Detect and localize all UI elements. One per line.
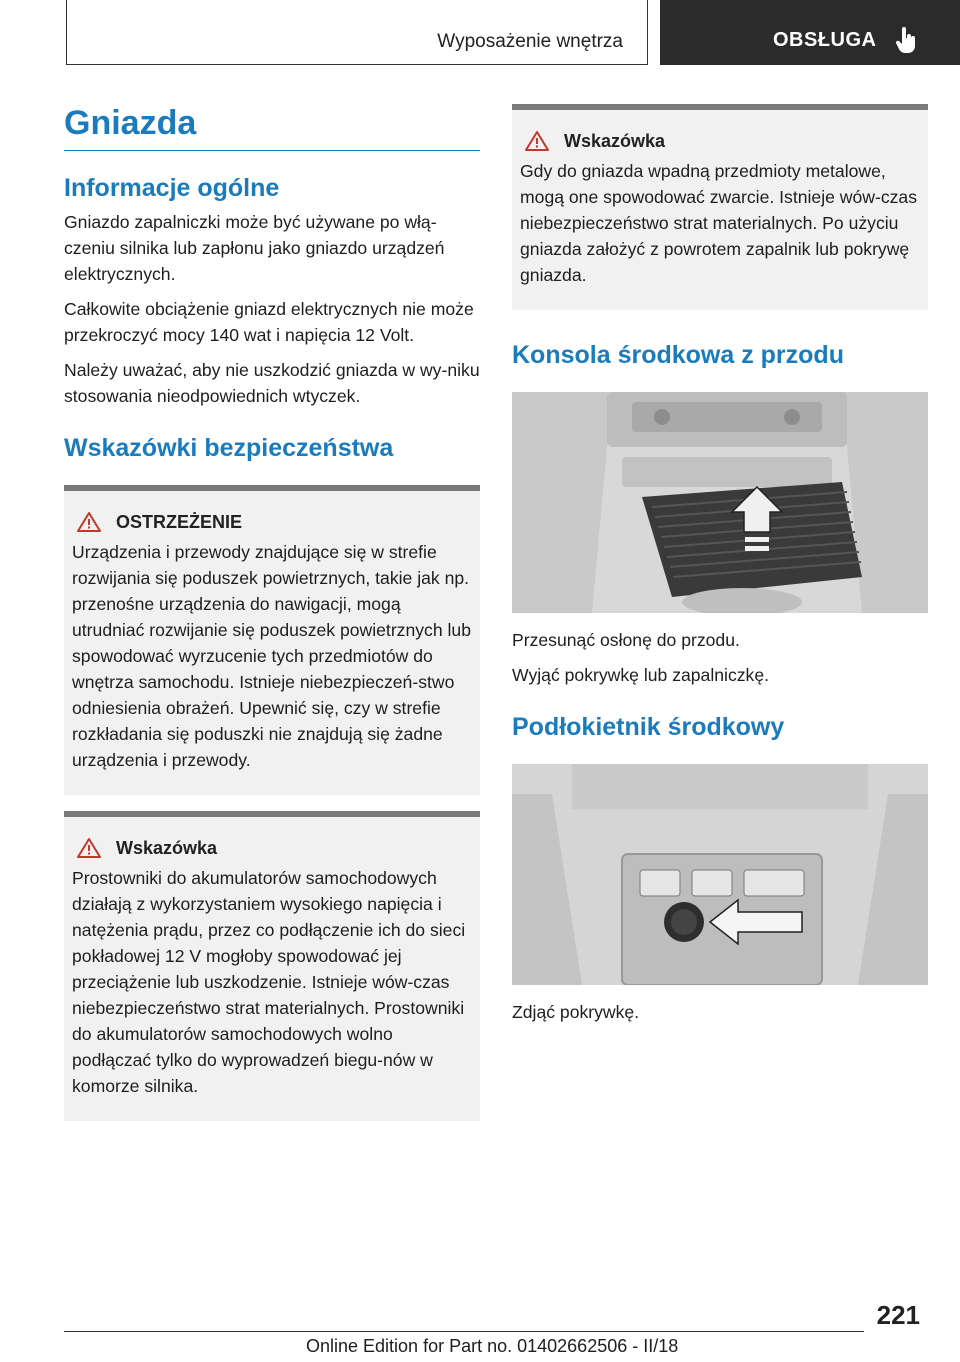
footer-divider: [64, 1331, 864, 1332]
hand-pointer-icon: [895, 27, 917, 53]
header-section-box: [66, 0, 648, 65]
front-console-step-1: Przesunąć osłonę do przodu.: [512, 630, 740, 650]
right-column: [512, 104, 928, 1034]
page-title: Gniazda: [64, 100, 480, 151]
note-box-right: [512, 104, 928, 310]
header-chapter-label: OBSŁUGA: [773, 29, 877, 51]
note-title-left: Wskazówka: [116, 837, 218, 858]
note-text-right: Gdy do gniazda wpadną przedmioty metalowe, mogą one spowodować zwarcie. Istnieje wów‐czas niebezpieczeństwo strat materialnych. Po użyciu gniazda założyć z powrotem zapalnik lub pokrywę gniazda.: [520, 161, 918, 285]
front-console-illustration: [512, 392, 928, 613]
armrest-step-1: Zdjąć pokrywkę.: [512, 1002, 640, 1022]
warning-triangle-icon: [524, 130, 550, 152]
header-section-title: Wyposażenie wnętrza: [437, 31, 623, 52]
warning-triangle-icon: [76, 837, 102, 859]
warning-triangle-icon: [76, 511, 102, 533]
note-title-right: Wskazówka: [564, 130, 666, 151]
armrest-heading: Podłokietnik środkowy: [512, 713, 785, 741]
general-info-paragraph-1: Gniazdo zapalniczki może być używane po włą‐czeniu silnika lub zapłonu jako gniazdo urządzeń elektrycznych.: [64, 212, 445, 284]
armrest-illustration: [512, 764, 928, 985]
general-info-heading: Informacje ogólne: [64, 174, 280, 202]
general-info-paragraph-2: Całkowite obciążenie gniazd elektrycznych nie może przekroczyć mocy 140 wat i napięcia 12 Volt.: [64, 299, 474, 345]
safety-heading: Wskazówki bezpieczeństwa: [64, 434, 394, 462]
front-console-heading: Konsola środkowa z przodu: [512, 341, 844, 369]
left-column: [64, 100, 480, 1137]
warning-box: [64, 485, 480, 795]
note-box-left: [64, 811, 480, 1121]
warning-text: Urządzenia i przewody znajdujące się w strefie rozwijania się poduszek powietrznych, takie jak np. przenośne urządzenia do nawigacji, mogą utrudniać rozwijanie się poduszek powietrznych lub spowodować wyrzucenie tych przedmiotów do wnętrza samochodu. Istnieje niebezpieczeń‐stwo odniesienia obrażeń. Upewnić się, czy w strefie rozkładania się poduszki nie znajdują się żadne urządzenia i przewody.: [72, 542, 472, 770]
front-console-step-2: Wyjąć pokrywkę lub zapalniczkę.: [512, 665, 770, 685]
general-info-paragraph-3: Należy uważać, aby nie uszkodzić gniazda w wy‐niku stosowania nieodpowiednich wtyczek.: [64, 360, 480, 406]
warning-title: OSTRZEŻENIE: [116, 511, 243, 532]
note-text-left: Prostowniki do akumulatorów samochodowych działają z wykorzystaniem wysokiego napięcia i natężenia prądu, przez co podłączenie ich do sieci pokładowej 12 V mogłoby spowodować jej przeciążenie lub uszkodzenie. Istnieje wów‐czas niebezpieczeństwo strat materialnych. Prostowniki do akumulatorów samochodowych wolno podłączać tylko do wyprowadzeń biegu‐nów w komorze silnika.: [72, 868, 466, 1096]
header-chapter-tab: [660, 0, 960, 65]
page-number: 221: [876, 1300, 920, 1330]
footer-edition: Online Edition for Part no. 01402662506 - II/18: [306, 1336, 679, 1356]
